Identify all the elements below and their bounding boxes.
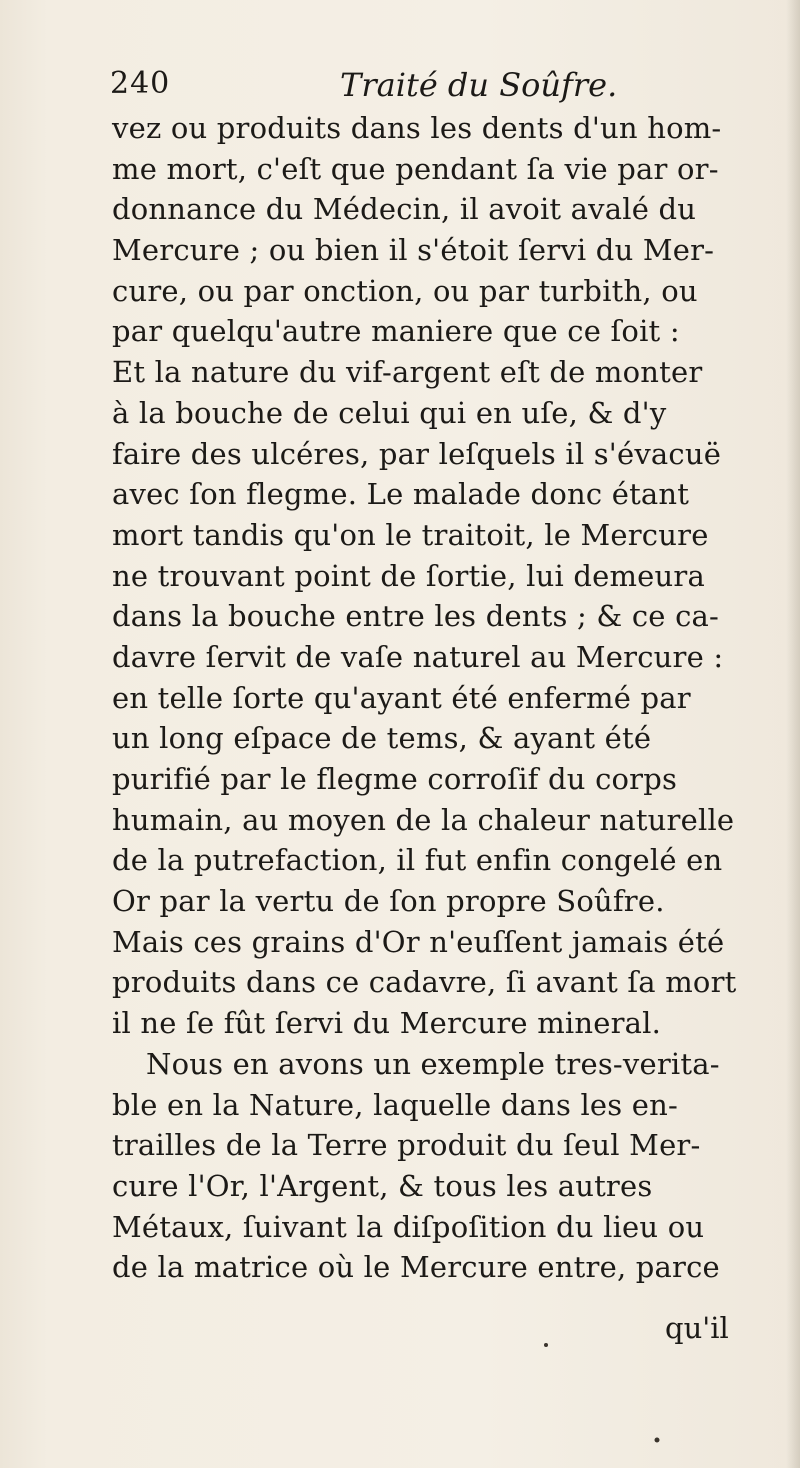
text-line: trailles de la Terre produit du ſeul Mer- xyxy=(112,1128,701,1163)
running-title: Traité du Soûfre. xyxy=(340,66,618,104)
text-line: ble en la Nature, laquelle dans les en- xyxy=(112,1087,679,1122)
text-line: produits dans ce cadavre, ſi avant ſa mort xyxy=(112,965,737,1000)
paragraph-start-line: Nous en avons un exemple tres-verita- xyxy=(146,1046,720,1081)
page-number: 240 xyxy=(110,66,171,101)
text-line: donnance du Médecin, il avoit avalé du xyxy=(112,192,697,227)
text-line: ne trouvant point de ſortie, lui demeura xyxy=(112,558,705,593)
text-line: purifié par le flegme corroſif du corps xyxy=(112,762,678,796)
text-line: humain, au moyen de la chaleur naturelle xyxy=(112,802,735,837)
text-line: me mort, c'eſt que pendant ſa vie par or- xyxy=(112,151,719,186)
text-line: mort tandis qu'on le traitoit, le Mercure xyxy=(112,517,709,552)
text-line: un long eſpace de tems, & ayant été xyxy=(112,721,652,756)
page-header xyxy=(110,60,730,110)
text-line: Mercure ; ou bien il s'étoit ſervi du Mer- xyxy=(112,233,715,268)
text-line: avec ſon flegme. Le malade donc étant xyxy=(112,477,690,512)
text-line: de la matrice où le Mercure entre, parce xyxy=(112,1250,720,1285)
text-line: dans la bouche entre les dents ; & ce ca- xyxy=(112,599,720,634)
text-line: faire des ulcéres, par leſquels il s'évacuë xyxy=(112,436,722,471)
text-line: cure, ou par onction, ou par turbith, ou xyxy=(112,273,698,308)
catchword: qu'il xyxy=(665,1311,729,1345)
text-line: davre ſervit de vaſe naturel au Mercure : xyxy=(112,639,724,674)
text-line: cure l'Or, l'Argent, & tous les autres xyxy=(112,1168,653,1203)
text-line: il ne ſe fût ſervi du Mercure mineral. xyxy=(112,1006,662,1041)
text-line: Métaux, ſuivant la diſpoſition du lieu ou xyxy=(112,1209,705,1244)
body-text xyxy=(112,108,772,1288)
page-edge-shadow xyxy=(786,0,800,1468)
text-line: par quelqu'autre maniere que ce ſoit : xyxy=(112,314,680,349)
text-line: en telle ſorte qu'ayant été enfermé par xyxy=(112,680,691,715)
text-line: Mais ces grains d'Or n'euſſent jamais été xyxy=(112,924,725,959)
text-line: à la bouche de celui qui en uſe, & d'y xyxy=(112,395,667,430)
text-line: de la putrefaction, il fut enfin congelé en xyxy=(112,843,723,878)
text-line: vez ou produits dans les dents d'un hom- xyxy=(112,111,722,145)
text-line: Et la nature du vif-argent eſt de monter xyxy=(112,355,703,390)
text-line: Or par la vertu de ſon propre Soûfre. xyxy=(112,884,665,919)
